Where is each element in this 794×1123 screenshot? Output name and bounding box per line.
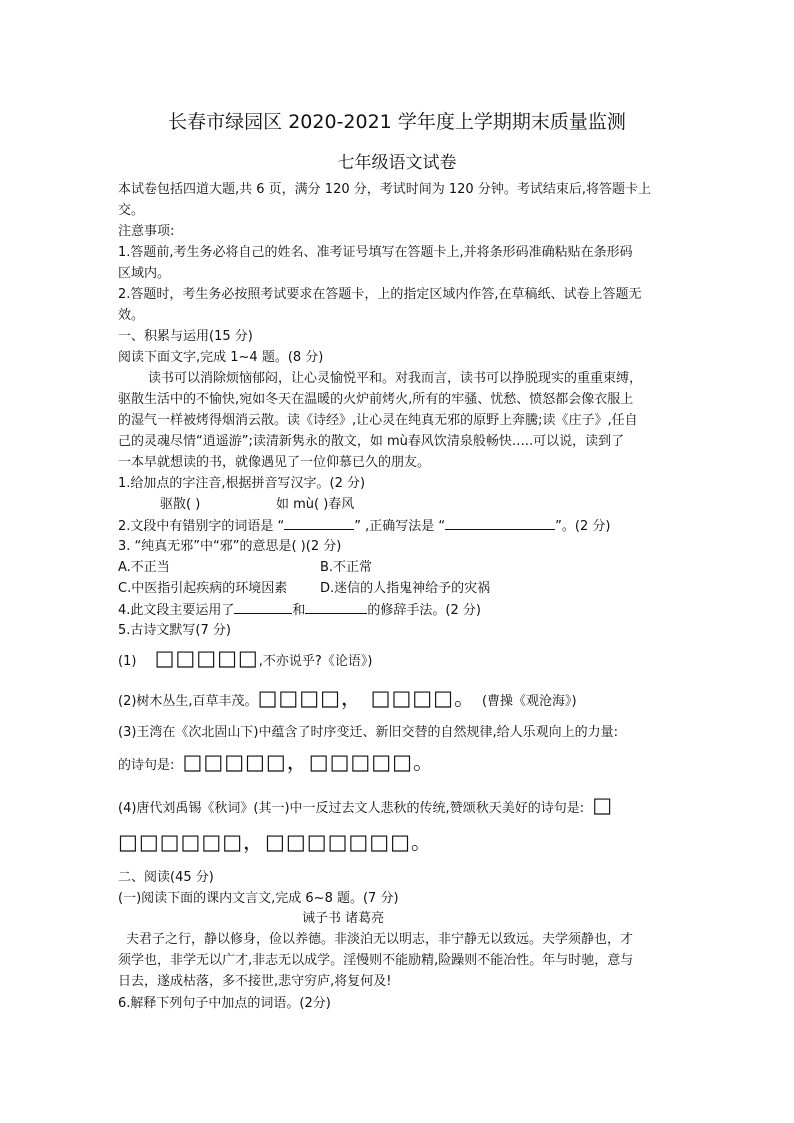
section1-heading: 一、积累与运用(15 分) [118,329,253,344]
q5-item-3-head: (3)王湾在《次北固山下)中蕴含了时序变迁、新旧交替的自然规律,给人乐观向上的力量: [118,725,618,740]
q2-text-a: 2.文段中有错别字的词语是 “ [118,519,285,534]
q5-item-1 [118,646,373,671]
q3-option-b: B.不正常 [320,560,373,575]
section1-instruction: 阅读下面文字,完成 1~4 题。(8 分) [118,350,324,365]
text-title: 诫子书 诸葛亮 [302,911,385,926]
exam-subtitle: 七年级语文试卷 [337,153,457,173]
classical-passage-line: 日去，遂成枯落，多不接世,悲守穷庐,将复何及! [118,974,392,989]
question-5: 5.古诗文默写(7 分) [118,623,231,638]
passage-line: 的湿气一样被烤得烟消云散。读《诗经》,让心灵在纯真无邪的原野上奔騰;读《庄子》,任自 [118,413,638,428]
passage-line: 驱散生活中的不愉快,宛如冬天在温暖的火炉前烤火,所有的牢骚、忧愁、愤怒都会像衣服上 [118,392,634,407]
answer-boxes[interactable]: □□□□， □□□□。 [257,686,476,710]
answer-boxes[interactable]: □□□□□，□□□□□。 [182,750,435,774]
classical-passage-line: 夫君子之行，静以修身，俭以养德。非淡泊无以明志，非宁静无以致远。夫学须静也，才 [126,932,634,947]
q3-option-a: A.不正当 [118,560,170,575]
note-line: 2.答题时，考生务必按照考试要求在答题卡，上的指定区域内作答,在草稿纸、试卷上答题无 [118,287,642,302]
note-line: 1.答题前,考生务必将自己的姓名、准考证号填写在答题卡上,并将条形码准确粘贴在条形码 [118,245,633,260]
q3-option-c: C.中医指引起疾病的环境因素 [118,581,288,596]
q5-item-4-answer [118,830,433,855]
section2-instruction: (一)阅读下面的课内文言文,完成 6~8 题。(7 分) [118,891,399,906]
section2-heading: 二、阅读(45 分) [118,870,214,885]
exam-title: 长春市绿园区 2020-2021 学年度上学期期末质量监测 [168,111,626,133]
q3-option-d: D.迷信的人指鬼神给予的灾祸 [320,581,491,596]
passage-line: 读书可以消除烦恼郁闷，让心灵愉悦平和。对我而言，读书可以挣脱现实的重重束缚， [148,371,643,386]
q4-text-b: 和 [292,603,306,618]
classical-passage-line: 须学也，非学无以广才,非志无以成学。淫慢则不能励精,险躁则不能冶性。年与时驰，意与 [118,953,634,968]
q4-text-a: 4.此文段主要运用了 [118,603,235,618]
question-3: 3. “纯真无邪”中“邪”的意思是( )(2 分) [118,539,342,554]
question-4 [118,601,481,620]
answer-boxes[interactable]: □ [592,793,614,817]
q4-text-c: 的修辞手法。(2 分) [367,603,481,618]
q1-item-b: 如 mù( )春风 [276,497,355,512]
question-1: 1.给加点的字注音,根据拼音写汉字。(2 分) [118,476,366,491]
q5-2-head: (2)树木丛生,百草丰茂。 [118,694,258,709]
answer-blank[interactable] [284,517,354,530]
intro-line: 交。 [118,203,145,218]
q5-1-number: (1) [118,654,137,669]
passage-line: 己的灵魂尽情“逍遥游”;读清新隽永的散文，如 mù春风饮清泉般畅快…..可以说，读到了 [118,434,625,449]
q5-item-4-head [118,793,614,818]
q5-1-tail: ,不亦说乎?《论语》) [258,654,373,669]
question-2 [118,517,610,536]
answer-blank[interactable] [445,517,555,530]
q1-item-a: 驱散( ) [160,497,201,512]
q5-3-lead: 的诗句是: [118,758,175,773]
answer-blank[interactable] [234,601,292,614]
intro-line: 本试卷包括四道大题,共 6 页，满分 120 分，考试时间为 120 分钟。考试结束后,将答题卡上 [118,182,651,197]
passage-line: 一本早就想读的书，就像遇见了一位仰慕已久的朋友。 [118,455,431,470]
q5-item-2 [118,686,577,711]
answer-boxes[interactable]: □□□□□□，□□□□□□□。 [118,830,433,854]
q5-item-3-answer [118,750,435,775]
q5-2-tail: (曹操《观沧海》) [481,694,577,709]
answer-blank[interactable] [305,601,367,614]
note-line: 区域内。 [118,266,171,281]
q5-4-head: (4)唐代刘禹锡《秋词》(其一)中一反过去文人悲秋的传统,赞颂秋天美好的诗句是: [118,801,585,816]
notes-title: 注意事项: [118,224,175,239]
answer-boxes[interactable]: □□□□□ [154,646,259,670]
q2-text-c: ”。(2 分) [555,519,611,534]
note-line: 效。 [118,308,145,323]
question-6: 6.解释下列句子中加点的词语。(2分) [118,996,331,1011]
q2-text-b: ” ,正确写法是 “ [354,519,446,534]
